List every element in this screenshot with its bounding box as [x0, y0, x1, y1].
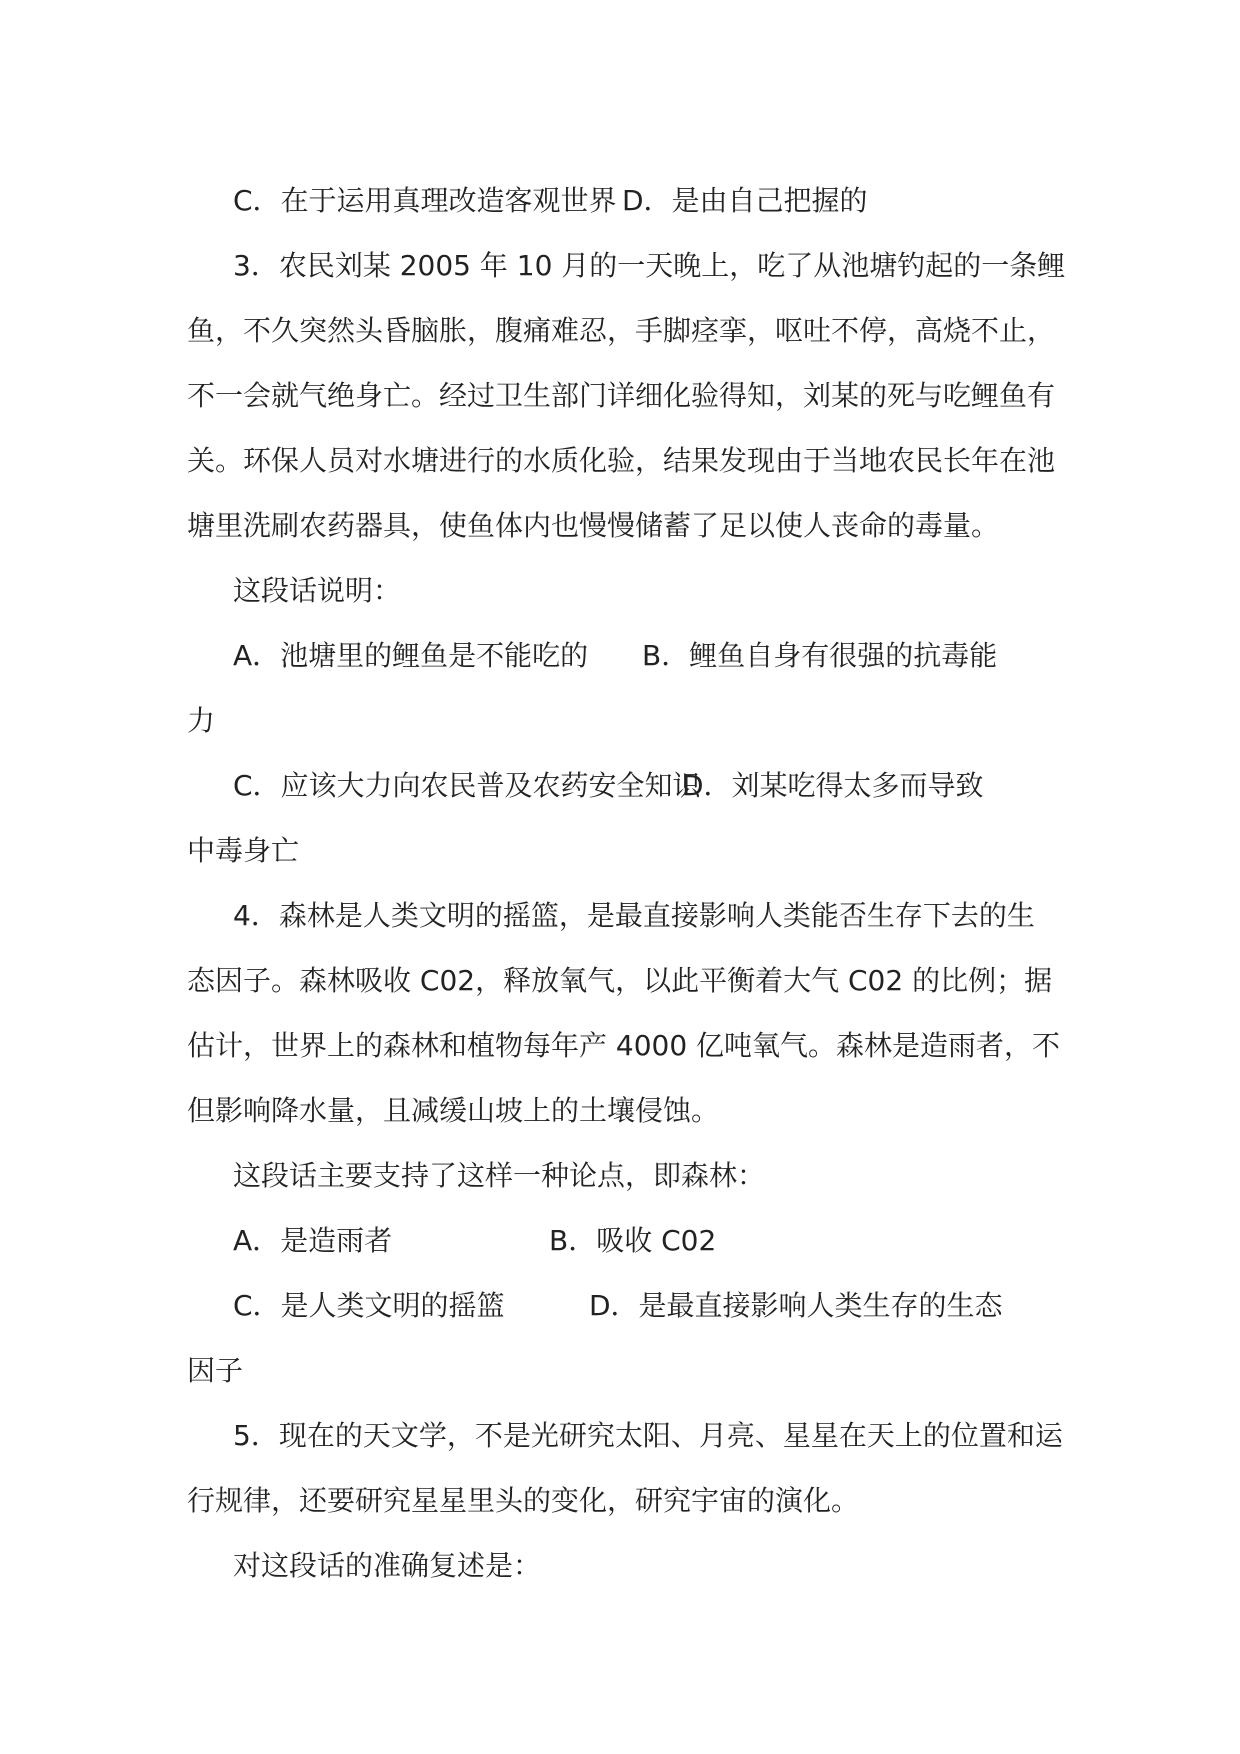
- q2-options-cd-row: [187, 168, 1057, 233]
- q3-option-b: B．鲤鱼自身有很强的抗毒能: [642, 639, 998, 672]
- q4-prompt: 这段话主要支持了这样一种论点，即森林：: [233, 1159, 766, 1192]
- q3-option-b-wrap: 力: [187, 704, 216, 737]
- q4-option-d: D．是最直接影响人类生存的生态: [589, 1289, 1003, 1322]
- q4-option-d-wrap: 因子: [187, 1354, 244, 1387]
- q4-option-a: A．是造雨者: [233, 1224, 393, 1257]
- q4-option-b: B．吸收 C02: [549, 1224, 717, 1257]
- q3-line-2: 鱼，不久突然头昏脑胀，腹痛难忍，手脚痉挛，呕吐不停，高烧不止，: [187, 314, 1056, 347]
- q3-option-d-wrap: 中毒身亡: [187, 834, 300, 867]
- q4-line-1: 4．森林是人类文明的摇篮，是最直接影响人类能否生存下去的生: [233, 899, 1035, 932]
- q3-line-4: 关。环保人员对水塘进行的水质化验，结果发现由于当地农民长年在池: [187, 444, 1056, 477]
- q3-prompt: 这段话说明：: [233, 574, 402, 607]
- q3-options-ab-row: [187, 623, 1057, 688]
- q3-option-d: D．刘某吃得太多而导致: [682, 769, 984, 802]
- q3-line-1: 3．农民刘某 2005 年 10 月的一天晚上，吃了从池塘钓起的一条鲤: [233, 249, 1066, 282]
- q3-option-a: A．池塘里的鲤鱼是不能吃的: [233, 639, 589, 672]
- q4-line-3: 估计，世界上的森林和植物每年产 4000 亿吨氧气。森林是造雨者，不: [187, 1029, 1061, 1062]
- q4-options-ab-row: [187, 1208, 1057, 1273]
- q4-option-c: C．是人类文明的摇篮: [233, 1289, 505, 1322]
- document-body: [187, 168, 1066, 1598]
- q3-options-cd-row: [187, 753, 1057, 818]
- q5-line-2: 行规律，还要研究星星里头的变化，研究宇宙的演化。: [187, 1484, 860, 1517]
- q4-line-2: 态因子。森林吸收 C02，释放氧气，以此平衡着大气 C02 的比例；据: [187, 964, 1053, 997]
- q5-prompt: 对这段话的准确复述是：: [233, 1549, 542, 1582]
- q3-option-c: C．应该大力向农民普及农药安全知识: [233, 769, 701, 802]
- q2-option-d: D．是由自己把握的: [622, 184, 868, 217]
- q4-line-4: 但影响降水量，且减缓山坡上的土壤侵蚀。: [187, 1094, 720, 1127]
- q3-line-3: 不一会就气绝身亡。经过卫生部门详细化验得知，刘某的死与吃鲤鱼有: [187, 379, 1056, 412]
- q4-options-cd-row: [187, 1273, 1057, 1338]
- q5-line-1: 5．现在的天文学，不是光研究太阳、月亮、星星在天上的位置和运: [233, 1419, 1063, 1452]
- q2-option-c: C．在于运用真理改造客观世界: [233, 184, 617, 217]
- q3-line-5: 塘里洗刷农药器具，使鱼体内也慢慢储蓄了足以使人丧命的毒量。: [187, 509, 1000, 542]
